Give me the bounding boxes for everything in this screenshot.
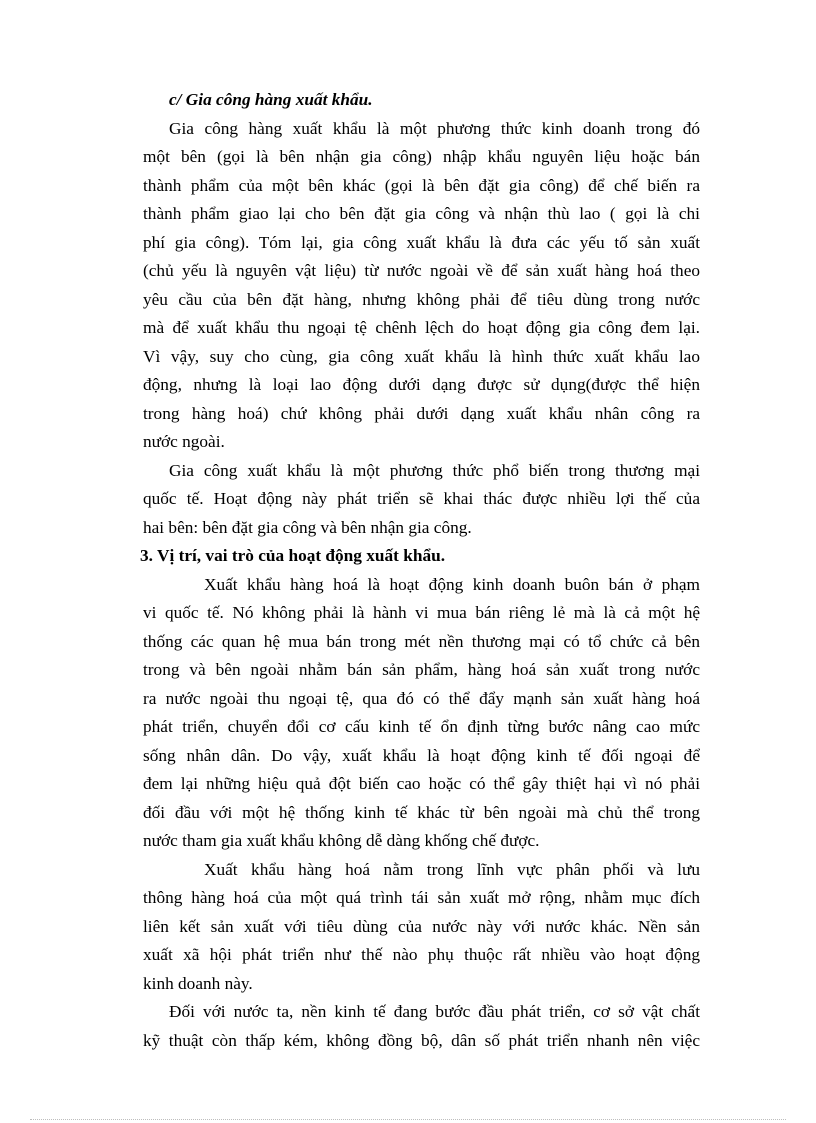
paragraph-xuat-khau-definition xyxy=(143,571,700,856)
text-line: Gia công xuất khẩu là một phương thức phổ biến trong thương mại xyxy=(169,460,700,480)
text-line: Xuất khẩu hàng hoá nằm trong lĩnh vực phân phối và lưu xyxy=(204,859,700,879)
paragraph-vietnam-context xyxy=(143,998,700,1055)
text-line: Xuất khẩu hàng hoá là hoạt động kinh doanh buôn bán ở phạm xyxy=(204,574,700,594)
paragraph-gia-cong-definition xyxy=(143,115,700,457)
text-line: thành phẩm giao lại cho bên đặt gia công và nhận thù lao ( gọi là chi xyxy=(143,204,700,223)
text-line: Gia công hàng xuất khẩu là một phương thức kinh doanh trong đó xyxy=(169,118,700,138)
text-line: hai bên: bên đặt gia công và bên nhận gia công. xyxy=(143,517,472,537)
text-line: ra nước ngoài thu ngoại tệ, qua đó có thể đẩy mạnh sản xuất hàng hoá xyxy=(143,688,700,708)
text-line: nước tham gia xuất khẩu không dễ dàng khống chế được. xyxy=(143,831,540,850)
text-line: kinh doanh này. xyxy=(143,973,253,993)
text-line: một bên (gọi là bên nhận gia công) nhập khẩu nguyên liệu hoặc bán xyxy=(143,147,700,166)
text-line: đem lại những hiệu quả đột biến cao hoặc có thể gây thiệt hại vì nó phải xyxy=(143,774,700,793)
paragraph-gia-cong-popularity xyxy=(143,457,700,543)
text-line: Vì vậy, suy cho cùng, gia công xuất khẩu là hình thức xuất khẩu lao xyxy=(143,346,700,366)
text-line: yêu cầu của bên đặt hàng, nhưng không phải để tiêu dùng trong nước xyxy=(143,289,700,309)
text-line: thống các quan hệ mua bán trong mét nền thương mại có tổ chức cả bên xyxy=(143,631,700,651)
text-line: đối đầu với một hệ thống kinh tế khác từ bên ngoài mà chủ thể trong xyxy=(143,802,700,822)
paragraph-xuat-khau-distribution xyxy=(143,856,700,999)
text-line: quốc tế. Hoạt động này phát triển sẽ khai thác được nhiều lợi thế của xyxy=(143,489,700,508)
text-line: thành phẩm của một bên khác (gọi là bên đặt gia công) để chế biến ra xyxy=(143,175,700,195)
text-line: động, nhưng là loại lao động dưới dạng được sử dụng(được thể hiện xyxy=(143,375,700,394)
text-line: kỹ thuật còn thấp kém, không đồng bộ, dân số phát triển nhanh nên việc xyxy=(143,1030,700,1050)
text-line: sống nhân dân. Do vậy, xuất khẩu là hoạt động kinh tế đối ngoại để xyxy=(143,745,700,765)
section-c-heading: c/ Gia công hàng xuất khẩu. xyxy=(169,90,373,109)
text-line: mà để xuất khẩu thu ngoại tệ chênh lệch do hoạt động gia công đem lại. xyxy=(143,318,700,337)
text-line: trong và bên ngoài nhằm bán sản phẩm, hàng hoá sản xuất trong nước xyxy=(143,660,700,679)
text-line: (chủ yếu là nguyên vật liệu) từ nước ngoài về để sản xuất hàng hoá theo xyxy=(143,261,700,280)
text-line: liên kết sản xuất với tiêu dùng của nước này với nước khác. Nền sản xyxy=(143,916,700,936)
text-line: phí gia công). Tóm lại, gia công xuất khẩu là đưa các yếu tố sản xuất xyxy=(143,232,700,252)
text-line: phát triển, chuyển đổi cơ cấu kinh tế ổn định từng bước nâng cao mức xyxy=(143,717,700,736)
document-body xyxy=(140,86,700,1055)
text-line: vi quốc tế. Nó không phải là hành vi mua bán riêng lẻ mà là cả một hệ xyxy=(143,603,700,622)
text-line: Đối với nước ta, nền kinh tế đang bước đầu phát triển, cơ sở vật chất xyxy=(169,1002,700,1021)
text-line: trong hàng hoá) chứ không phải dưới dạng xuất khẩu nhân công ra xyxy=(143,403,700,423)
text-line: thông hàng hoá của một quá trình tái sản xuất mở rộng, nhằm mục đích xyxy=(143,888,700,907)
text-line: nước ngoài. xyxy=(143,432,225,451)
page-bottom-divider xyxy=(30,1119,786,1120)
section-3-heading: 3. Vị trí, vai trò của hoạt động xuất khẩu. xyxy=(140,546,446,565)
text-line: xuất xã hội phát triển như thế nào phụ thuộc rất nhiều vào hoạt động xyxy=(143,945,700,964)
